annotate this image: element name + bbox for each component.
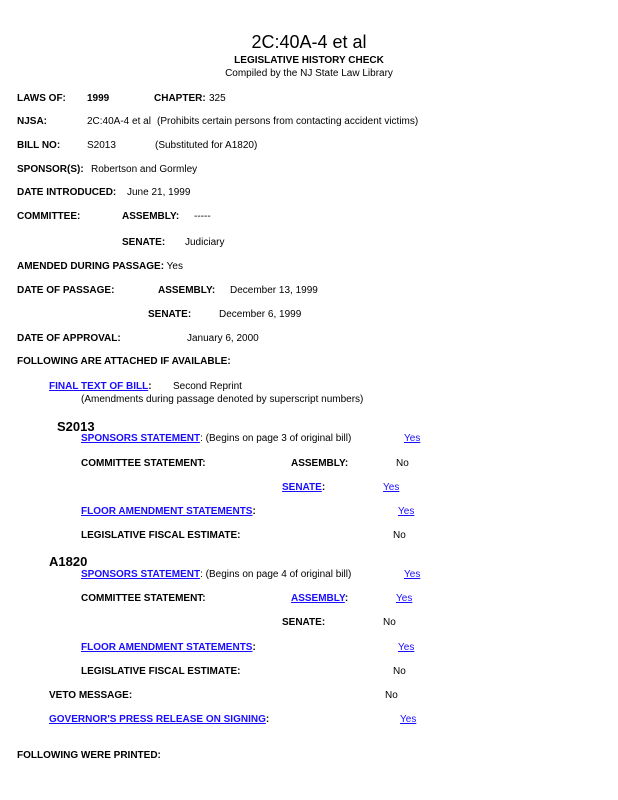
a1820-sponsors-statement-note: : (Begins on page 4 of original bill) — [200, 569, 352, 580]
date-of-approval-label: DATE OF APPROVAL: — [17, 333, 121, 344]
a1820-floor-amendment-link[interactable]: FLOOR AMENDMENT STATEMENTS — [81, 642, 253, 653]
s2013-senate-link[interactable]: SENATE — [282, 482, 322, 493]
page-subtitle: LEGISLATIVE HISTORY CHECK — [234, 55, 384, 66]
s2013-fiscal-label: LEGISLATIVE FISCAL ESTIMATE: — [81, 530, 241, 541]
veto-value: No — [385, 690, 398, 701]
final-text-note: (Amendments during passage denoted by superscript numbers) — [81, 394, 364, 405]
s2013-sponsors-statement-yes[interactable]: Yes — [404, 433, 421, 444]
laws-of-value: 1999 — [87, 93, 110, 104]
governor-press-release-link[interactable]: GOVERNOR'S PRESS RELEASE ON SIGNING — [49, 714, 266, 725]
amended-value: Yes — [166, 261, 183, 272]
s2013-sponsors-statement-link[interactable]: SPONSORS STATEMENT — [81, 433, 201, 444]
date-introduced-value: June 21, 1999 — [127, 187, 191, 198]
njsa-label: NJSA: — [17, 116, 48, 127]
njsa-value: 2C:40A-4 et al — [87, 116, 151, 127]
final-text-row — [49, 382, 152, 392]
a1820-assembly-colon: : — [344, 593, 349, 604]
committee-label: COMMITTEE: — [17, 211, 81, 222]
passage-assembly-label: ASSEMBLY: — [158, 285, 216, 296]
passage-senate-label: SENATE: — [148, 309, 192, 320]
committee-assembly-value: ----- — [194, 211, 211, 222]
sponsors-label: SPONSOR(S): — [17, 164, 84, 175]
amended-row — [17, 262, 183, 272]
a1820-assembly-yes[interactable]: Yes — [396, 593, 413, 604]
date-of-passage-label: DATE OF PASSAGE: — [17, 285, 115, 296]
s2013-senate-colon: : — [321, 482, 326, 493]
a1820-floor-yes[interactable]: Yes — [398, 642, 415, 653]
s2013-sponsors-statement-note: : (Begins on page 3 of original bill) — [200, 433, 352, 444]
s2013-floor-amendment-link[interactable]: FLOOR AMENDMENT STATEMENTS — [81, 506, 253, 517]
final-text-colon: : — [148, 381, 152, 392]
date-introduced-label: DATE INTRODUCED: — [17, 187, 117, 198]
committee-senate-label: SENATE: — [122, 237, 166, 248]
attached-heading: FOLLOWING ARE ATTACHED IF AVAILABLE: — [17, 356, 231, 367]
page-title: 2C:40A-4 et al — [251, 32, 367, 52]
amended-label: AMENDED DURING PASSAGE: — [17, 261, 165, 272]
a1820-senate-label: SENATE: — [282, 617, 326, 628]
final-text-value: Second Reprint — [173, 381, 242, 392]
s2013-committee-statement-label: COMMITTEE STATEMENT: — [81, 458, 206, 469]
printed-heading: FOLLOWING WERE PRINTED: — [17, 750, 161, 761]
governor-colon: : — [265, 714, 270, 725]
s2013-sponsors-row — [81, 434, 351, 444]
njsa-description: (Prohibits certain persons from contacting accident victims) — [157, 116, 419, 127]
sponsors-value: Robertson and Gormley — [91, 164, 198, 175]
laws-of-label: LAWS OF: — [17, 93, 66, 104]
a1820-assembly-link[interactable]: ASSEMBLY — [291, 593, 345, 604]
s2013-assembly-colon: : — [344, 458, 349, 469]
veto-label: VETO MESSAGE: — [49, 690, 133, 701]
committee-assembly-label: ASSEMBLY: — [122, 211, 180, 222]
s2013-assembly-value: No — [396, 458, 409, 469]
date-of-approval-value: January 6, 2000 — [187, 333, 259, 344]
chapter-label: CHAPTER: — [154, 93, 206, 104]
s2013-senate-yes[interactable]: Yes — [383, 482, 400, 493]
bill-no-label: BILL NO: — [17, 140, 61, 151]
a1820-sponsors-statement-link[interactable]: SPONSORS STATEMENT — [81, 569, 201, 580]
s2013-floor-yes[interactable]: Yes — [398, 506, 415, 517]
a1820-floor-row — [81, 643, 256, 653]
s2013-floor-colon: : — [252, 506, 256, 517]
a1820-fiscal-label: LEGISLATIVE FISCAL ESTIMATE: — [81, 666, 241, 677]
bill-no-note: (Substituted for A1820) — [155, 140, 258, 151]
passage-assembly-value: December 13, 1999 — [230, 285, 318, 296]
governor-row — [49, 715, 269, 725]
s2013-floor-row — [81, 507, 256, 517]
passage-senate-value: December 6, 1999 — [219, 309, 302, 320]
s2013-heading: S2013 — [57, 419, 95, 434]
a1820-heading: A1820 — [49, 554, 88, 569]
s2013-assembly-label: ASSEMBLY — [291, 458, 345, 469]
a1820-fiscal-value: No — [393, 666, 406, 677]
a1820-senate-value: No — [383, 617, 396, 628]
final-text-link[interactable]: FINAL TEXT OF BILL — [49, 381, 149, 392]
s2013-senate-row — [282, 483, 325, 493]
a1820-committee-statement-label: COMMITTEE STATEMENT: — [81, 593, 206, 604]
governor-yes[interactable]: Yes — [400, 714, 417, 725]
a1820-floor-colon: : — [252, 642, 256, 653]
s2013-fiscal-value: No — [393, 530, 406, 541]
a1820-sponsors-statement-yes[interactable]: Yes — [404, 569, 421, 580]
chapter-value: 325 — [209, 93, 226, 104]
a1820-assembly-row — [291, 594, 348, 604]
s2013-assembly-row — [291, 459, 348, 469]
committee-senate-value: Judiciary — [185, 237, 225, 248]
a1820-sponsors-row — [81, 570, 351, 580]
compiled-by: Compiled by the NJ State Law Library — [225, 68, 393, 79]
bill-no-value: S2013 — [87, 140, 116, 151]
